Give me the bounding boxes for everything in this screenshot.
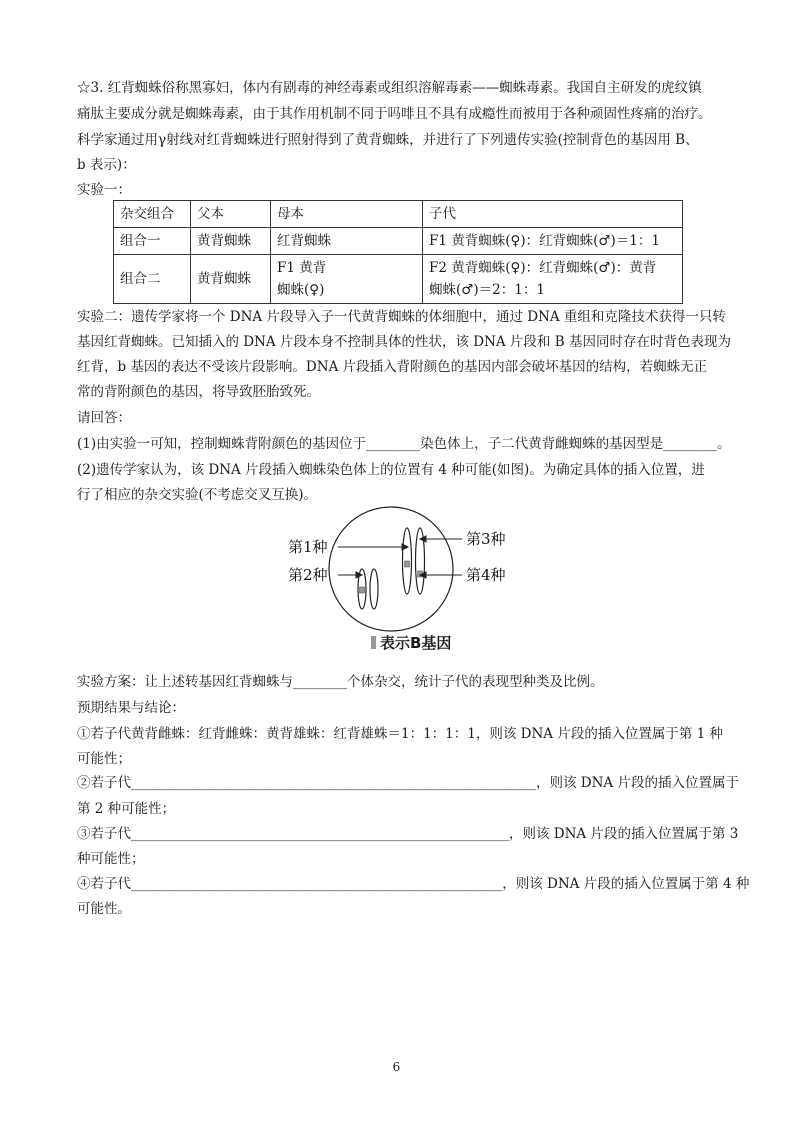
question-1: (1)由实验一可知，控制蜘蛛背附颜色的基因位于________染色体上，子二代黄背雌蜘蛛的基因型是________。 xyxy=(77,436,731,452)
results-title: 预期结果与结论： xyxy=(77,700,185,716)
table-cell-line: 蜘蛛(♀) xyxy=(277,282,325,298)
experiment1-label: 实验一： xyxy=(77,182,131,198)
table-cell-line: F2 黄背蜘蛛(♀)：红背蜘蛛(♂)：黄背 xyxy=(429,260,657,276)
question-2-line-2: 行了相应的杂交实验(不考虑交叉互换)。 xyxy=(77,487,318,503)
figure-label-3: 第3种 xyxy=(466,530,506,548)
legend-text: 表示B基因 xyxy=(380,634,452,652)
table-cell: 黄背蜘蛛 xyxy=(191,255,271,304)
question-line-4: b 表示)： xyxy=(77,157,136,173)
question-line-3: 科学家通过用γ射线对红背蜘蛛进行照射得到了黄背蜘蛛，并进行了下列遗传实验(控制背色的基因用 B、 xyxy=(77,132,699,148)
figure-label-4: 第4种 xyxy=(466,566,506,584)
table-cell: 组合二 xyxy=(114,255,191,304)
table-cell xyxy=(423,255,683,304)
chromosome-figure xyxy=(280,503,540,633)
table-cell: 红背蜘蛛 xyxy=(271,228,423,255)
table-header: 母本 xyxy=(271,201,423,228)
result-3-line-1: ③若子代________________________________________________________，则该 DNA 片段的插入位置属于第 3 xyxy=(77,826,739,842)
table-cell: 黄背蜘蛛 xyxy=(191,228,271,255)
experiment2-line-3: 红背，b 基因的表达不受该片段影响。DNA 片段插入背附颜色的基因内部会破坏基因的结构，若蜘蛛无正 xyxy=(77,359,708,375)
answer-prompt: 请回答： xyxy=(77,410,131,426)
result-4-line-2: 可能性。 xyxy=(77,901,131,917)
page-number: 6 xyxy=(392,1060,401,1074)
result-4-line-1: ④若子代_______________________________________________________，则该 DNA 片段的插入位置属于第 4 种 xyxy=(77,876,750,892)
question-line-1: ☆3. 红背蜘蛛俗称黑寡妇，体内有剧毒的神经毒素或组织溶解毒素——蜘蛛毒素。我国自主研发的虎纹镇 xyxy=(77,80,702,96)
table-header: 子代 xyxy=(423,201,683,228)
result-1-line-1: ①若子代黄背雌蛛：红背雌蛛：黄背雄蛛：红背雄蛛＝1：1：1：1，则该 DNA 片段的插入位置属于第 1 种 xyxy=(77,726,723,742)
experiment2-line-1: 实验二：遗传学家将一个 DNA 片段导入子一代黄背蜘蛛的体细胞中，通过 DNA 重组和克隆技术获得一只转 xyxy=(77,309,726,325)
b-gene-mark xyxy=(405,561,410,567)
table-cell-line: 蜘蛛(♂)＝2：1：1 xyxy=(429,282,545,298)
experiment2-line-4: 常的背附颜色的基因，将导致胚胎致死。 xyxy=(77,384,320,400)
table-cell-line: F1 黄背 xyxy=(277,260,327,276)
experiment1-table xyxy=(113,200,683,304)
table-header: 杂交组合 xyxy=(114,201,191,228)
result-1-line-2: 可能性； xyxy=(77,751,131,767)
table-header-row xyxy=(114,201,683,228)
figure-label-2: 第2种 xyxy=(288,566,328,584)
question-line-2: 痛肽主要成分就是蜘蛛毒素，由于其作用机制不同于吗啡且不具有成瘾性而被用于各种顽固性疼痛的治疗。 xyxy=(77,106,712,122)
result-2-line-2: 第 2 种可能性； xyxy=(77,801,176,817)
figure-label-1: 第1种 xyxy=(288,538,328,556)
table-cell xyxy=(271,255,423,304)
gene-swatch-icon xyxy=(371,636,376,649)
result-2-line-1: ②若子代____________________________________________________________，则该 DNA 片段的插入位置属于 xyxy=(77,775,739,791)
table-header: 父本 xyxy=(191,201,271,228)
table-cell: 组合一 xyxy=(114,228,191,255)
b-gene-mark xyxy=(360,587,365,593)
question-2-line-1: (2)遗传学家认为，该 DNA 片段插入蜘蛛染色体上的位置有 4 种可能(如图)。为确定具体的插入位置，进 xyxy=(77,462,705,478)
table-cell: F1 黄背蜘蛛(♀)：红背蜘蛛(♂)＝1：1 xyxy=(423,228,683,255)
figure-legend xyxy=(371,632,451,653)
table-row xyxy=(114,228,683,255)
experiment-plan: 实验方案：让上述转基因红背蜘蛛与________个体杂交，统计子代的表现型种类及比例。 xyxy=(77,674,604,690)
table-row xyxy=(114,255,683,304)
result-3-line-2: 种可能性； xyxy=(77,851,145,867)
cell-circle xyxy=(329,507,453,631)
experiment2-line-2: 基因红背蜘蛛。已知插入的 DNA 片段本身不控制具体的性状，该 DNA 片段和 B 基因同时存在时背色表现为 xyxy=(77,334,731,350)
